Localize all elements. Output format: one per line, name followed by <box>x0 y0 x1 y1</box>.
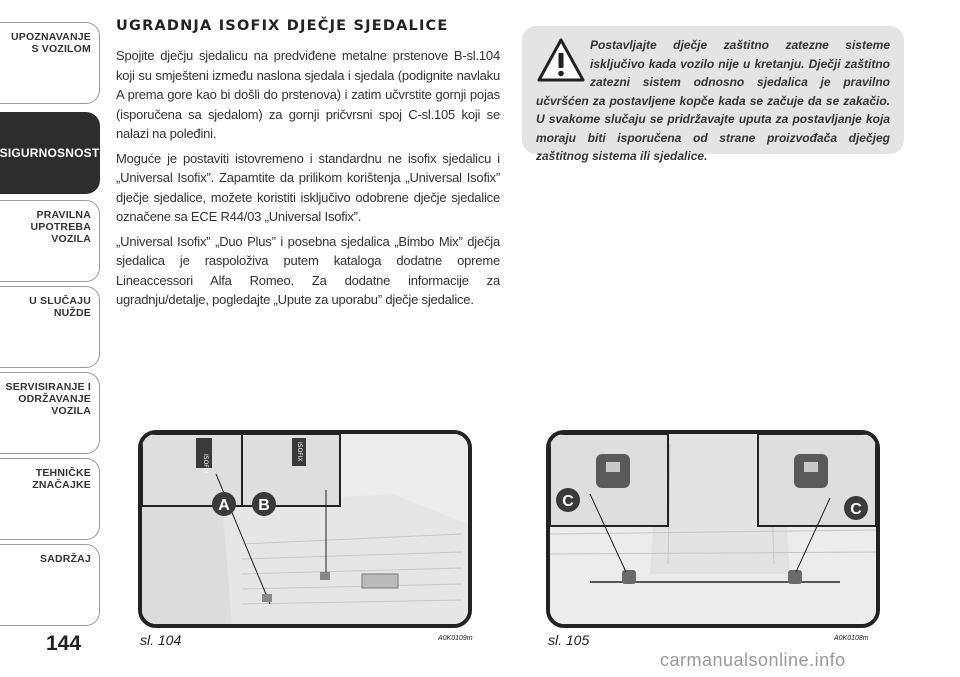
warning-triangle-icon <box>536 36 586 88</box>
paragraph: „Universal Isofix” „Duo Plus” i posebna sjedalica „Bimbo Mix” dječja sjedalica je raspoloživa putem kataloga dodatne opreme Lineaccessori Alfa Romeo. Za dodatne informacije za ugradnju/detalje, pogledajte „Upute za uporabu” dječje sjedalice. <box>116 233 500 307</box>
figure-105-caption: sl. 105 <box>548 632 590 648</box>
label-b: B <box>258 497 270 514</box>
paragraph: Spojite dječju sjedalicu na predviđene metalne prstenove B-sl.104 koji su smješteni između naslona sjedala i sjedala (podignite navlaku A prema gore kao bi došli do prstenova) i zatim učvrstite gornji pojas (isporučena sa sjedalom) za gornji pričvrsni spoj C-sl.105 koji se nalazi na poleđini. <box>116 48 500 141</box>
tab-tehnicke-znacajke[interactable]: TEHNIČKE ZNAČAJKE <box>0 458 100 540</box>
watermark: carmanualsonline.info <box>660 650 846 670</box>
label-c-right: C <box>850 501 862 518</box>
page-title: UGRADNJA ISOFIX DJEČJE SJEDALICE <box>116 18 449 34</box>
tab-upoznavanje[interactable]: UPOZNAVANJE S VOZILOM <box>0 22 100 104</box>
page-number: 144 <box>46 632 82 655</box>
label-a: A <box>218 497 230 514</box>
tab-servisiranje[interactable]: SERVISIRANJE I ODRŽAVANJE VOZILA <box>0 372 100 454</box>
figure-104 <box>138 430 472 628</box>
tab-sadrzaj[interactable]: SADRŽAJ <box>0 544 100 626</box>
isofix-tag-text: ISOFIX <box>296 442 303 462</box>
warning-box <box>522 26 904 163</box>
body-text <box>116 46 500 315</box>
figure-104-caption: sl. 104 <box>140 632 182 648</box>
tab-pravilna-upotreba[interactable]: PRAVILNA UPOTREBA VOZILA <box>0 200 100 282</box>
tab-u-slucaju-nuzde[interactable]: U SLUČAJU NUŽDE <box>0 286 100 368</box>
figure-105 <box>546 430 880 628</box>
label-c-left: C <box>562 493 574 510</box>
warning-text: Postavljajte dječje zaštitno zatezne sisteme isključivo kada vozilo nije u kretanju. Dječji zaštitno zatezni sistem odnosno sjedalica je pravilno učvršćen za postavljene kopče kada se začuje da se zakačio. U svakome slučaju se pridržavajte uputa za postavljanje koja moraju biti isporučena od strane proizvođača dječjeg zaštitnog sistema ili sjedalice. <box>536 38 890 163</box>
isofix-tag-text: ISOFIX <box>202 454 209 474</box>
figure-104-code: A0K0109m <box>438 635 473 642</box>
tab-sigurnosnost[interactable]: SIGURNOSNOST <box>0 112 100 194</box>
isofix-seat-illustration <box>142 434 468 624</box>
figure-105-code: A0K0108m <box>834 635 869 642</box>
tether-anchor-illustration <box>550 434 876 624</box>
paragraph: Moguće je postaviti istovremeno i standardnu ne isofix sjedalicu i „Universal Isofix”. Zapamtite da prilikom korištenja „Universal Isofix” dječje sjedalice, možete koristiti isključivo odobrene dječje sjedalice označene sa ECE R44/03 „Universal Isofix”. <box>116 150 500 224</box>
